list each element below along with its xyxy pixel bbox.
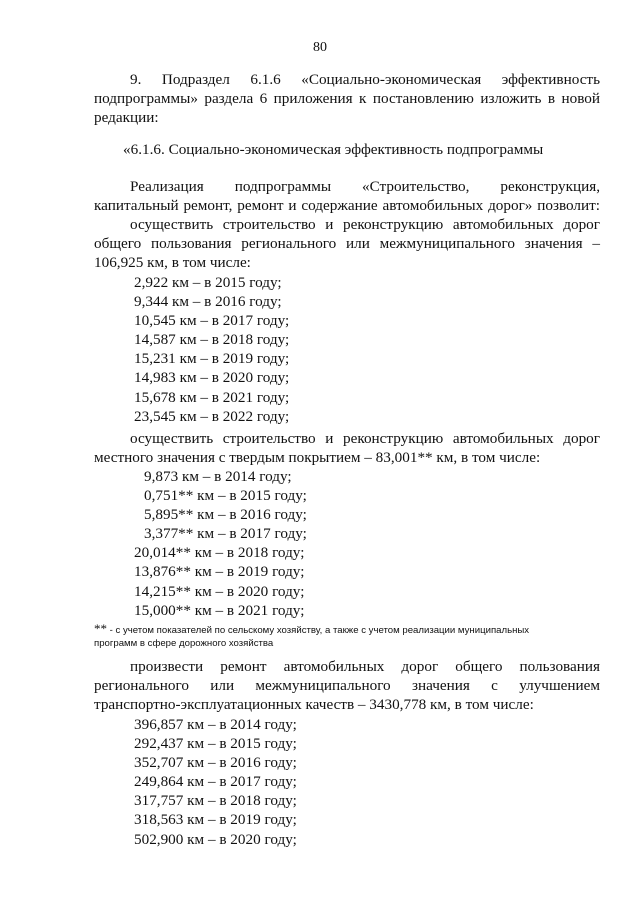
item9-line1: 9. Подраздел 6.1.6 «Социально-экономическая эффективность [130, 71, 600, 88]
list-item: 14,215** км – в 2020 году; [134, 582, 305, 600]
footnote [94, 622, 600, 650]
list-item: 23,545 км – в 2022 году; [134, 407, 290, 425]
list-item: 249,864 км – в 2017 году; [134, 773, 297, 791]
list-item: 502,900 км – в 2020 году; [134, 830, 297, 848]
list-item: 352,707 км – в 2016 году; [134, 754, 297, 772]
list-item: 317,757 км – в 2018 году; [134, 792, 297, 810]
footnote-line1: - с учетом показателей по сельскому хозяйству, а также с учетом реализации муниципальных [107, 625, 530, 636]
block3-line1: произвести ремонт автомобильных дорог общего пользования [130, 658, 600, 675]
list-item: 5,895** км – в 2016 году; [144, 506, 307, 524]
list-item: 3,377** км – в 2017 году; [144, 525, 307, 543]
item9-line2: подпрограммы» раздела 6 приложения к постановлению изложить в новой [94, 90, 600, 107]
list-item: 292,437 км – в 2015 году; [134, 735, 297, 753]
list-item: 0,751** км – в 2015 году; [144, 487, 307, 505]
page-number: 80 [313, 40, 327, 55]
block2-line1: осуществить строительство и реконструкцию автомобильных дорог [130, 430, 600, 447]
block1-line1: осуществить строительство и реконструкцию автомобильных дорог [130, 216, 600, 233]
list-item: 15,231 км – в 2019 году; [134, 350, 290, 368]
intro-line1: Реализация подпрограммы «Строительство, реконструкция, [130, 178, 600, 195]
block3-line2: регионального или межмуниципального значения с улучшением [94, 677, 600, 694]
block3-list [134, 715, 297, 849]
block1-line2: общего пользования регионального или межмуниципального значения – [94, 235, 600, 252]
list-item: 14,983 км – в 2020 году; [134, 369, 290, 387]
block3-line3: транспортно-эксплуатационных качеств – 3430,778 км, в том числе: [94, 696, 534, 713]
list-item: 13,876** км – в 2019 году; [134, 563, 305, 581]
block2-line2: местного значения с твердым покрытием – 83,001** км, в том числе: [94, 449, 541, 466]
item9-line3: редакции: [94, 109, 159, 126]
list-item: 318,563 км – в 2019 году; [134, 811, 297, 829]
list-item: 9,344 км – в 2016 году; [134, 293, 282, 311]
list-item: 396,857 км – в 2014 году; [134, 716, 297, 733]
list-item: 20,014** км – в 2018 году; [134, 544, 305, 562]
list-item: 10,545 км – в 2017 году; [134, 312, 290, 330]
list-item: 9,873 км – в 2014 году; [144, 468, 292, 485]
block2-list [134, 467, 307, 620]
list-item: 15,000** км – в 2021 году; [134, 601, 305, 619]
footnote-line2: программ в сфере дорожного хозяйства [94, 638, 274, 649]
block1-line3: 106,925 км, в том числе: [94, 254, 251, 271]
section-heading: «6.1.6. Социально-экономическая эффективность подпрограммы [123, 141, 544, 158]
intro-line2: капитальный ремонт, ремонт и содержание автомобильных дорог» позволит: [94, 197, 600, 214]
list-item: 2,922 км – в 2015 году; [134, 274, 282, 291]
list-item: 15,678 км – в 2021 году; [134, 388, 290, 406]
footnote-mark: ** [94, 621, 107, 636]
block1-list [134, 273, 289, 426]
list-item: 14,587 км – в 2018 году; [134, 331, 290, 349]
